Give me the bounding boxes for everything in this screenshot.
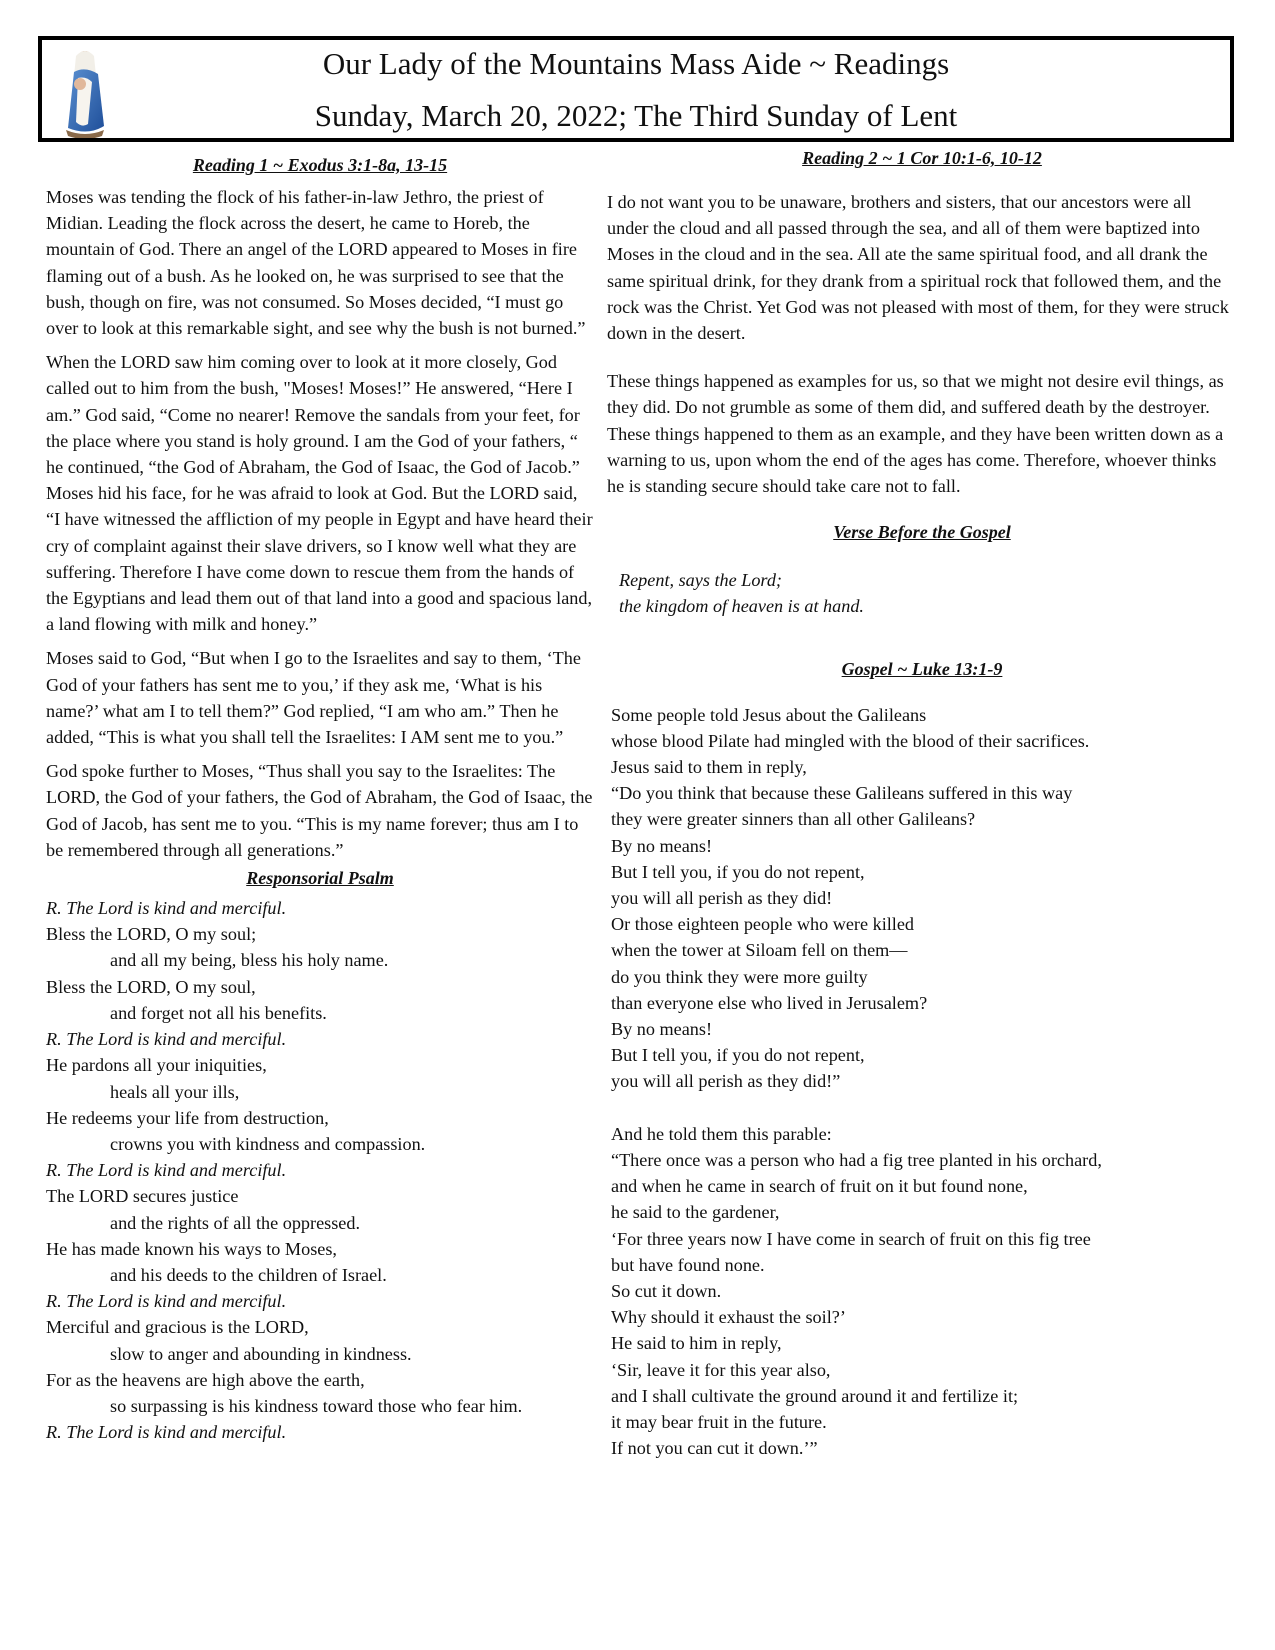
psalm-line: and his deeds to the children of Israel. — [110, 1264, 387, 1285]
gospel-line: and when he came in search of fruit on it but found none, — [611, 1176, 1028, 1197]
mass-aide-title: Our Lady of the Mountains Mass Aide ~ Readings — [322, 46, 950, 81]
reading1-paragraph: Moses was tending the flock of his father-in-law Jethro, the priest of Midian. Leading the flock across the desert, he came to Horeb, the mountain of God. There an angel of the LORD appeared to Moses in fire flaming out of a bush. As he looked on, he was surprised to see that the bush, though on fire, was not consumed. So Moses decided, “I must go over to look at this remarkable sight, and see why the bush is not burned.” — [46, 187, 586, 339]
verse-text — [607, 567, 1237, 619]
gospel-line: By no means! — [611, 835, 713, 856]
gospel-line: they were greater sinners than all other Galileans? — [611, 809, 976, 830]
gospel-line: If not you can cut it down.’” — [611, 1438, 818, 1459]
gospel-line: ‘Sir, leave it for this year also, — [611, 1359, 831, 1380]
psalm-heading: Responsorial Psalm — [246, 868, 394, 889]
gospel-line: when the tower at Siloam fell on them— — [611, 940, 908, 961]
gospel-line: whose blood Pilate had mingled with the blood of their sacrifices. — [611, 730, 1090, 751]
gospel-line: “Do you think that because these Galileans suffered in this way — [611, 783, 1073, 804]
gospel-line: Or those eighteen people who were killed — [611, 914, 915, 935]
psalm-response: R. The Lord is kind and merciful. — [46, 898, 287, 919]
gospel-line: and I shall cultivate the ground around it and fertilize it; — [611, 1385, 1019, 1406]
verse-heading: Verse Before the Gospel — [833, 522, 1011, 543]
gospel-line: you will all perish as they did! — [611, 888, 833, 909]
psalm-line: The LORD secures justice — [46, 1186, 239, 1207]
psalm-response: R. The Lord is kind and merciful. — [46, 1422, 287, 1443]
psalm-line: Bless the LORD, O my soul, — [46, 976, 256, 997]
gospel-line: do you think they were more guilty — [611, 966, 868, 987]
gospel-line: he said to the gardener, — [611, 1202, 780, 1223]
gospel-text — [607, 702, 1237, 1462]
gospel-line: ‘For three years now I have come in search of fruit on this fig tree — [611, 1228, 1091, 1249]
psalm-response: R. The Lord is kind and merciful. — [46, 1029, 287, 1050]
psalm-line: and the rights of all the oppressed. — [110, 1212, 361, 1233]
reading1-heading: Reading 1 ~ Exodus 3:1-8a, 13-15 — [192, 155, 448, 175]
right-column — [607, 145, 1237, 1461]
psalm-response: R. The Lord is kind and merciful. — [46, 1160, 287, 1181]
gospel-line: Some people told Jesus about the Galileans — [611, 704, 927, 725]
psalm-line: He has made known his ways to Moses, — [46, 1238, 337, 1259]
psalm-line: heals all your ills, — [110, 1081, 240, 1102]
reading2-paragraph: I do not want you to be unaware, brothers and sisters, that our ancestors were all under the cloud and all passed through the sea, and all of them were baptized into Moses in the cloud and in the sea. All ate the same spiritual food, and all drank the same spiritual drink, for they drank from a spiritual rock that followed them, and the rock was the Christ. Yet God was not pleased with most of them, for they were struck down in the desert. — [607, 192, 1229, 344]
reading2-heading: Reading 2 ~ 1 Cor 10:1-6, 10-12 — [802, 148, 1042, 168]
psalm-line: He pardons all your iniquities, — [46, 1055, 267, 1076]
psalm-line: Merciful and gracious is the LORD, — [46, 1317, 309, 1338]
gospel-line: And he told them this parable: — [611, 1123, 832, 1144]
gospel-stanza-gap — [611, 1095, 1237, 1121]
gospel-heading: Gospel ~ Luke 13:1-9 — [841, 658, 1003, 679]
gospel-line: So cut it down. — [611, 1280, 722, 1301]
gospel-line: you will all perish as they did!” — [611, 1071, 841, 1092]
page-header — [38, 36, 1234, 142]
gospel-line: Jesus said to them in reply, — [611, 757, 807, 778]
gospel-line: He said to him in reply, — [611, 1333, 782, 1354]
psalm-line: For as the heavens are high above the earth, — [46, 1369, 365, 1390]
gospel-line: Why should it exhaust the soil?’ — [611, 1307, 846, 1328]
psalm-line: and all my being, bless his holy name. — [110, 950, 389, 971]
gospel-line: “There once was a person who had a fig tree planted in his orchard, — [611, 1149, 1102, 1170]
gospel-line: than everyone else who lived in Jerusalem? — [611, 992, 928, 1013]
left-column — [46, 152, 594, 1445]
liturgical-date: Sunday, March 20, 2022; The Third Sunday of Lent — [314, 98, 958, 133]
reading2-paragraph: These things happened as examples for us, so that we might not desire evil things, as they did. Do not grumble as some of them did, and suffered death by the destroyer. These things happened to them as an example, and they have been written down as a warning to us, upon whom the end of the ages has come. Therefore, whoever thinks he is standing secure should take care not to fall. — [607, 371, 1224, 497]
psalm-response: R. The Lord is kind and merciful. — [46, 1291, 287, 1312]
gospel-line: But I tell you, if you do not repent, — [611, 1045, 865, 1066]
psalm-text — [46, 895, 594, 1445]
psalm-line: He redeems your life from destruction, — [46, 1107, 329, 1128]
psalm-line: and forget not all his benefits. — [110, 1002, 327, 1023]
verse-line: Repent, says the Lord; — [619, 570, 782, 591]
verse-line: the kingdom of heaven is at hand. — [619, 596, 864, 617]
gospel-line: it may bear fruit in the future. — [611, 1411, 827, 1432]
gospel-line: but have found none. — [611, 1254, 765, 1275]
gospel-line: By no means! — [611, 1019, 713, 1040]
reading1-paragraph: God spoke further to Moses, “Thus shall you say to the Israelites: The LORD, the God of your fathers, the God of Abraham, the God of Isaac, the God of Jacob, has sent me to you. “This is my name forever; thus am I to be remembered through all generations.” — [46, 761, 593, 860]
psalm-line: crowns you with kindness and compassion. — [110, 1133, 426, 1154]
reading1-paragraph: Moses said to God, “But when I go to the Israelites and say to them, ‘The God of your fathers has sent me to you,’ if they ask me, ‘What is his name?’ what am I to tell them?” God replied, “I am who am.” Then he added, “This is what you shall tell the Israelites: I AM sent me to you.” — [46, 648, 581, 748]
reading1-paragraph: When the LORD saw him coming over to look at it more closely, God called out to him from the bush, "Moses! Moses!” He answered, “Here I am.” God said, “Come no nearer! Remove the sandals from your feet, for the place where you stand is holy ground. I am the God of your fathers, “ he continued, “the God of Abraham, the God of Isaac, the God of Jacob.” Moses hid his face, for he was afraid to look at God. But the LORD said, “I have witnessed the affliction of my people in Egypt and have heard their cry of complaint against their slave drivers, so I know well what they are suffering. Therefore I have come down to rescue them from the hands of the Egyptians and lead them out of that land into a good and spacious land, a land flowing with milk and honey.” — [46, 352, 593, 635]
gospel-line: But I tell you, if you do not repent, — [611, 861, 865, 882]
psalm-line: so surpassing is his kindness toward those who fear him. — [110, 1395, 523, 1416]
psalm-line: slow to anger and abounding in kindness. — [110, 1343, 412, 1364]
psalm-line: Bless the LORD, O my soul; — [46, 924, 257, 945]
